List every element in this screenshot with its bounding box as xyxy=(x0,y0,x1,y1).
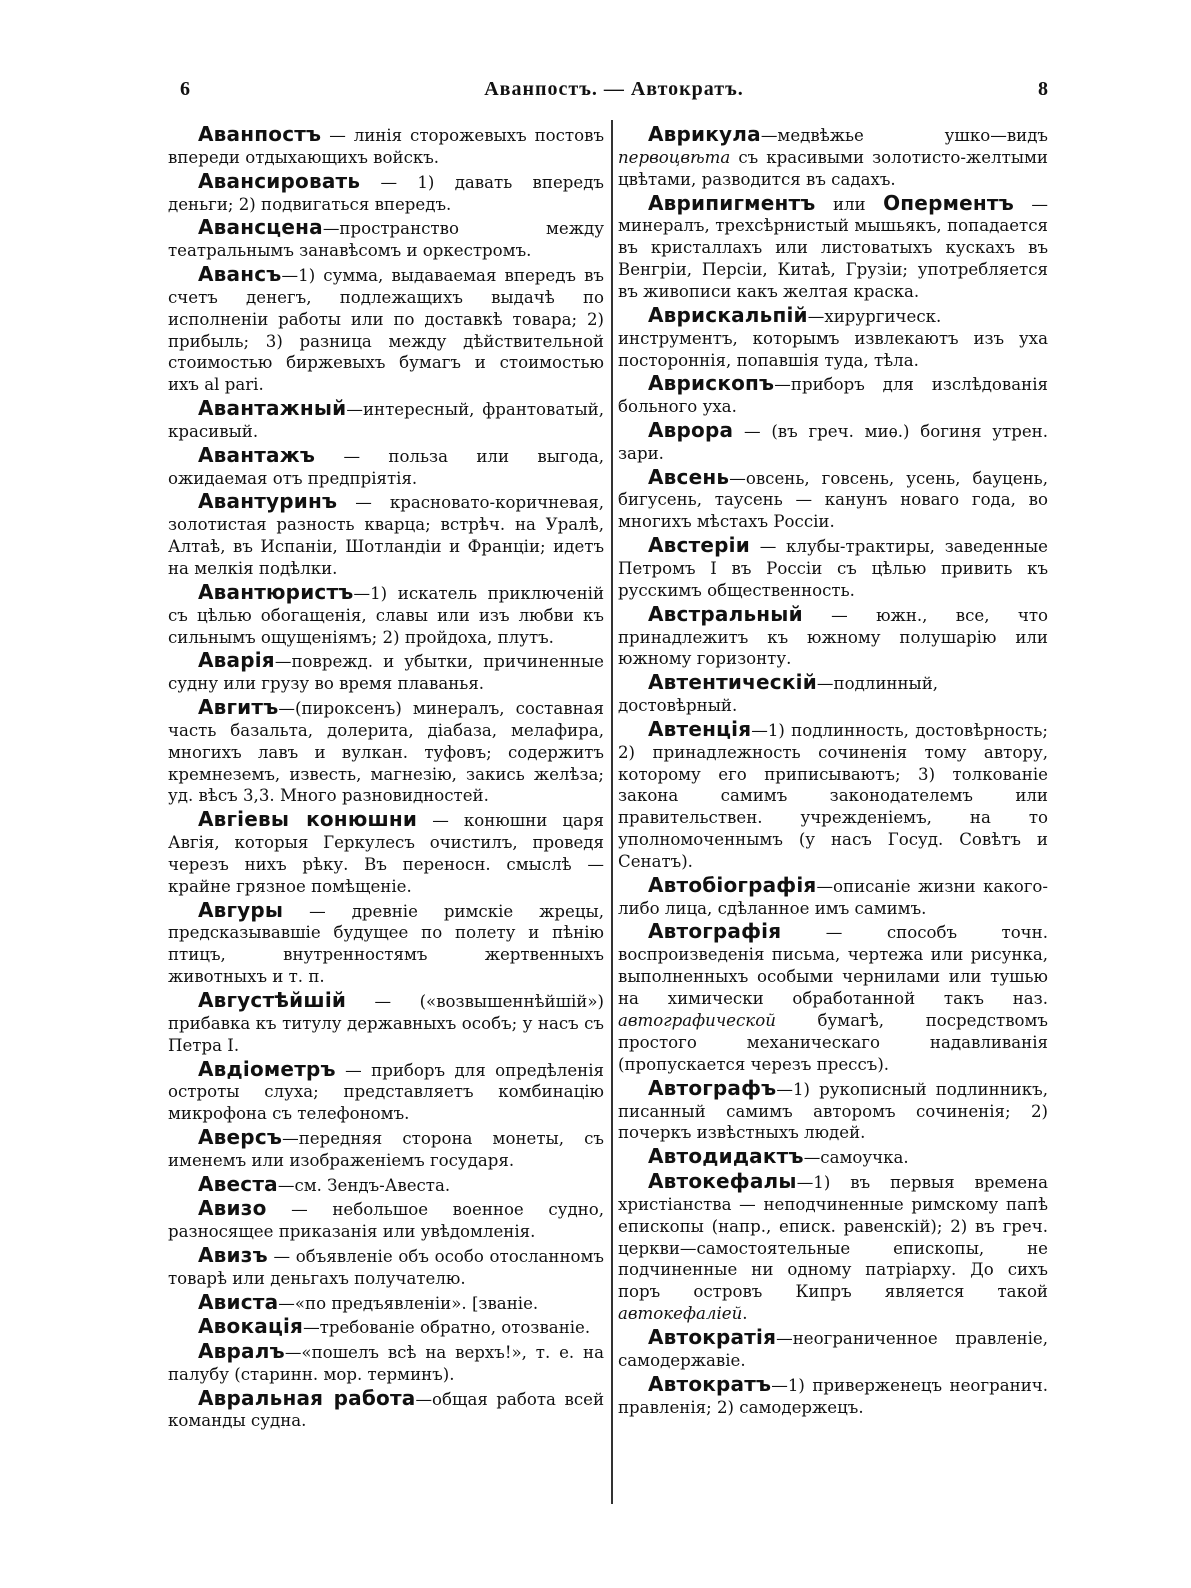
entry-definition: —1) сумма, выдаваемая впередъ въ счетъ денегъ, подлежащихъ выдачѣ по исполненіи работы или по доставкѣ товара; 2) прибыль; 3) разница между дѣйствительной стоимостью биржевыхъ бумагъ и стоимостью ихъ al pari. xyxy=(168,265,604,395)
entry-headword: Автенція xyxy=(648,716,752,741)
entry-headword: Авизо xyxy=(198,1196,267,1221)
entry-definition: —овсень, говсень, усень, бауцень, бигусень, таусень — канунъ новаго года, во многихъ мѣстахъ Россіи. xyxy=(618,468,1048,532)
entry-definition: —1) искатель приключеній съ цѣлью обогащенія, славы или изъ любви къ сильнымъ ощущеніямъ; 2) пройдоха, плутъ. xyxy=(168,583,604,647)
dictionary-entry xyxy=(618,921,1048,1075)
entry-italic-term: первоцвѣта xyxy=(618,147,731,167)
entry-headword: Авантюристъ xyxy=(198,579,354,604)
entry-definition: — южн., все, что принадлежитъ къ южному полушарію или южному горизонту. xyxy=(618,605,1048,669)
dictionary-entry xyxy=(618,672,1048,717)
entry-headword: Авансъ xyxy=(198,261,282,286)
dictionary-entry xyxy=(168,579,604,649)
entry-headword: Аванпостъ xyxy=(198,122,322,146)
entry-definition-lead: —медвѣжье ушко—видъ xyxy=(760,126,1048,145)
entry-definition: — клубы-трактиры, заведенные Петромъ I въ Россіи съ цѣлью привить къ русскимъ общественность. xyxy=(618,537,1048,600)
entry-headword: Авеста xyxy=(198,1171,278,1196)
entry-definition: —1) рукописный подлинникъ, писанный самимъ авторомъ сочиненія; 2) почеркъ извѣстныхъ людей. xyxy=(618,1079,1048,1143)
dictionary-entry xyxy=(168,398,604,443)
entry-definition: —неограниченное правленіе, самодержавіе. xyxy=(618,1328,1048,1370)
dictionary-entry xyxy=(168,694,604,808)
dictionary-entry xyxy=(168,1056,604,1126)
entry-definition: —описаніе жизни какого-либо лица, сдѣланное имъ самимъ. xyxy=(618,876,1048,918)
entry-headword: Автографъ xyxy=(648,1075,777,1100)
entry-definition: —интересный, франтоватый, красивый. xyxy=(168,400,604,441)
entry-connector: или xyxy=(815,194,884,214)
entry-definition: бумагѣ, посредствомъ простого механическаго надавливанія (пропускается черезъ прессъ). xyxy=(618,1011,1048,1074)
dictionary-entry xyxy=(168,990,604,1057)
right-column xyxy=(618,124,1048,1420)
entry-headword: Аварія xyxy=(198,648,275,673)
entry-definition: — польза или выгода, ожидаемая отъ предпріятія. xyxy=(168,446,604,488)
dictionary-entry xyxy=(618,872,1048,920)
entry-headword: Авантуринъ xyxy=(198,489,338,514)
dictionary-entry xyxy=(168,124,604,169)
dictionary-entry xyxy=(618,373,1048,418)
entry-definition: —1) подлинность, достовѣрность; 2) принадлежность сочиненія тому автору, которому его приписываютъ; 3) толкованіе закона самимъ законодателемъ или правительствен. учрежденіемъ, на то уполномоченнымъ (у насъ Госуд. Совѣтъ и Сенатъ). xyxy=(618,720,1048,872)
entry-headword: Автократъ xyxy=(648,1371,772,1396)
entry-headword: Авансцена xyxy=(198,215,323,240)
dictionary-entry xyxy=(168,650,604,695)
entry-headword: Ависта xyxy=(198,1289,279,1314)
dictionary-entry xyxy=(618,601,1048,671)
entry-italic-term: автокефаліей xyxy=(618,1304,743,1324)
entry-headword: Авральная работа xyxy=(198,1385,416,1410)
dictionary-entry xyxy=(168,261,604,396)
dictionary-entry xyxy=(168,1385,605,1433)
entry-definition: — объявленіе объ особо отосланномъ товарѣ или деньгахъ получателю. xyxy=(168,1246,604,1288)
entry-headword: Аврископъ xyxy=(648,371,775,396)
entry-headword: Авизъ xyxy=(198,1242,268,1267)
entry-headword: Аврипигментъ xyxy=(648,190,816,215)
entry-headword: Аверсъ xyxy=(198,1125,283,1150)
page-number-right: 8 xyxy=(1038,78,1048,100)
entry-definition: —самоучка. xyxy=(803,1148,909,1168)
entry-definition: —(пироксенъ) минералъ, составная часть базальта, долерита, діабаза, мелафира, многихъ лавъ и вулкан. туфовъ; содержитъ кремнеземъ, известь, магнезію, закись желѣза; уд. вѣсъ 3,3. Много разновидностей. xyxy=(168,698,604,806)
dictionary-entry xyxy=(618,1168,1048,1325)
dictionary-entry xyxy=(168,1338,604,1386)
dictionary-entry xyxy=(618,716,1048,873)
entry-definition: —подлинный, достовѣрный. xyxy=(618,674,939,716)
entry-definition: съ красивыми золотисто-желтыми цвѣтами, разводится въ садахъ. xyxy=(618,147,1048,189)
dictionary-entry xyxy=(168,809,604,898)
entry-headword: Австеріи xyxy=(648,533,750,558)
entry-definition: —«пошелъ всѣ на верхъ!», т. е. на палубу (старинн. мор. терминъ). xyxy=(168,1342,604,1384)
entry-definition: — 1) давать впередъ деньги; 2) подвигаться впередъ. xyxy=(168,172,604,214)
entry-definition-lead: —1) въ первыя времена христіанства — неподчиненные римскому папѣ епископы (напр., еписк. равенскій); 2) въ греч. церкви—самостоятельные епископы, не подчиненные ни одному патріарху. До сихъ поръ островъ Кипръ является такой xyxy=(618,1172,1048,1302)
page-number-left: 6 xyxy=(180,78,190,100)
entry-definition: — древніе римскіе жрецы, предсказывавшіе будущее по полету и пѣнію птицъ, внутренностямъ жертвенныхъ животныхъ и т. п. xyxy=(168,901,604,987)
entry-headword: Августѣйшій xyxy=(198,988,347,1012)
dictionary-entry xyxy=(168,897,604,989)
dictionary-entry xyxy=(618,1075,1048,1145)
entry-headword: Аврикула xyxy=(648,122,761,146)
page-header xyxy=(180,78,1048,108)
entry-headword: Автографія xyxy=(648,919,782,944)
dictionary-entry xyxy=(168,1316,604,1339)
dictionary-entry xyxy=(168,1242,604,1290)
entry-headword: Авантажный xyxy=(198,396,347,421)
entry-headword: Аврора xyxy=(648,417,734,442)
entry-definition: — конюшни царя Авгія, которыя Геркулесъ очистилъ, проведя черезъ нихъ рѣку. Въ переносн. смыслѣ — крайне грязное помѣщеніе. xyxy=(168,811,604,896)
entry-definition: — (въ греч. миѳ.) богиня утрен. зари. xyxy=(618,421,1048,463)
dictionary-entry xyxy=(618,124,1048,191)
entry-definition: —поврежд. и убытки, причиненные судну или грузу во время плаванья. xyxy=(168,652,604,694)
entry-definition-lead: — способъ точн. воспроизведенія письма, чертежа или рисунка, выполненныхъ особыми чернилами или тушью на химически обработанной такъ наз. xyxy=(618,923,1048,1009)
entry-definition: . xyxy=(742,1304,748,1324)
entry-headword: Автодидактъ xyxy=(648,1144,804,1169)
entry-headword: Аврискальпій xyxy=(648,302,808,327)
dictionary-entry xyxy=(168,168,604,216)
entry-headword: Авгуры xyxy=(198,897,284,922)
entry-headword: Австральный xyxy=(648,601,803,626)
running-title: Аванпостъ. — Автократъ. xyxy=(484,78,744,100)
entry-headword: Автентическій xyxy=(648,670,817,695)
dictionary-entry xyxy=(168,442,604,490)
dictionary-entry xyxy=(168,491,604,580)
entry-definition: —требованіе обратно, отозваніе. xyxy=(303,1318,591,1338)
dictionary-entry xyxy=(168,1198,604,1243)
entry-headword-alt: Оперментъ xyxy=(883,190,1014,215)
entry-headword: Авокація xyxy=(198,1314,304,1339)
entry-definition: —пространство между театральнымъ занавѣсомъ и оркестромъ. xyxy=(168,219,604,261)
entry-headword: Автобіографія xyxy=(648,872,817,897)
dictionary-entry xyxy=(168,1127,604,1172)
entry-headword: Авансировать xyxy=(198,168,361,193)
dictionary-entry xyxy=(618,1324,1048,1372)
entry-definition: —общая работа всей команды судна. xyxy=(168,1389,605,1431)
entry-headword: Авсень xyxy=(648,464,730,489)
entry-headword: Автократія xyxy=(648,1324,777,1349)
dictionary-entry xyxy=(618,1146,1048,1169)
entry-definition: — красновато-коричневая, золотистая разность кварца; встрѣч. на Уралѣ, Алтаѣ, въ Испаніи, Шотландіи и Франціи; идетъ на мелкія подѣлки. xyxy=(168,493,604,578)
entry-definition: — небольшое военное судно, разносящее приказанія или увѣдомленія. xyxy=(168,1200,604,1242)
dictionary-entry xyxy=(618,535,1048,602)
dictionary-entry xyxy=(618,417,1048,465)
entry-definition: — минералъ, трехсѣрнистый мышьякъ, попадается въ кристаллахъ или листоватыхъ кускахъ въ Венгріи, Персіи, Китаѣ, Грузіи; употребляется въ живописи какъ желтая краска. xyxy=(618,194,1048,302)
dictionary-entry xyxy=(168,1171,604,1197)
entry-definition: —передняя сторона монеты, съ именемъ или изображеніемъ государя. xyxy=(168,1129,604,1170)
entry-headword: Автокефалы xyxy=(648,1168,797,1193)
entry-italic-term: автографической xyxy=(618,1011,776,1031)
entry-definition: —«по предъявленіи». [званіе. xyxy=(278,1293,539,1313)
entry-definition: —1) приверженецъ неогранич. правленія; 2) самодержецъ. xyxy=(618,1375,1048,1417)
entry-definition: —хирургическ. инструментъ, которымъ извлекаютъ изъ уха постороннія, попавшія туда, тѣла. xyxy=(618,306,1048,370)
dictionary-entry xyxy=(618,464,1048,534)
entry-definition: — линія сторожевыхъ постовъ впереди отдыхающихъ войскъ. xyxy=(168,126,604,167)
dictionary-entry xyxy=(168,1289,604,1315)
entry-headword: Авгіевы конюшни xyxy=(198,807,418,832)
column-divider xyxy=(611,120,613,1504)
entry-headword: Авралъ xyxy=(198,1338,285,1363)
entry-definition: —см. Зендъ-Авеста. xyxy=(277,1175,451,1195)
dictionary-entry xyxy=(618,302,1048,372)
dictionary-entry xyxy=(168,217,604,262)
left-column xyxy=(168,124,604,1434)
entry-definition: — приборъ для опредѣленія остроты слуха; представляетъ комбинацію микрофона съ телефономъ. xyxy=(168,1060,604,1124)
entry-definition: —приборъ для изслѣдованія больного уха. xyxy=(618,375,1048,417)
dictionary-entry xyxy=(618,1371,1048,1419)
entry-headword: Авдіометръ xyxy=(198,1056,336,1081)
entry-headword: Авгитъ xyxy=(198,694,279,719)
entry-definition: — («возвышеннѣйшій») прибавка къ титулу державныхъ особъ; у насъ съ Петра I. xyxy=(168,992,604,1055)
entry-headword: Авантажъ xyxy=(198,442,316,467)
dictionary-entry xyxy=(618,190,1048,304)
